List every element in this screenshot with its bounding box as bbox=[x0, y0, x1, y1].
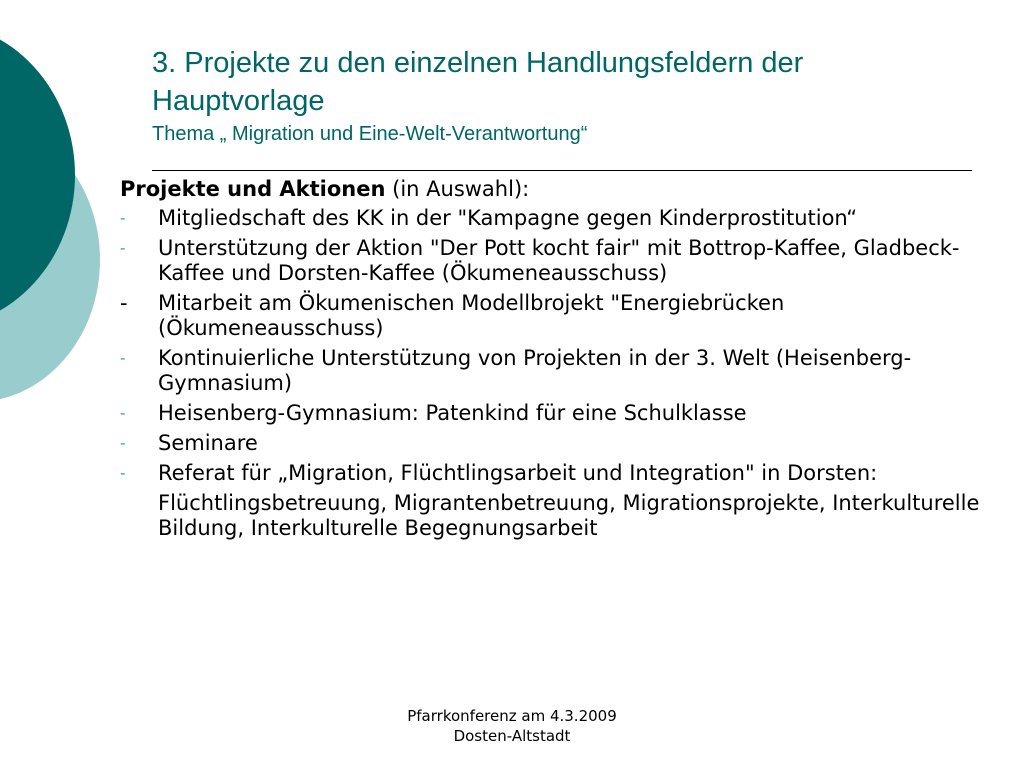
section-heading-rest: (in Auswahl): bbox=[385, 177, 530, 201]
slide-title: 3. Projekte zu den einzelnen Handlungsfeldern der Hauptvorlage bbox=[152, 47, 804, 117]
list-item bbox=[120, 206, 1000, 231]
dash-bullet-icon: - bbox=[120, 239, 126, 257]
list-item-text: Referat für „Migration, Flüchtlingsarbeit und Integration" in Dorsten: bbox=[158, 461, 878, 485]
dash-bullet-icon: - bbox=[120, 209, 126, 227]
list-item-text: Unterstützung der Aktion "Der Pott kocht fair" mit Bottrop-Kaffee, Gladbeck-Kaffee und Dorsten-Kaffee (Ökumeneausschuss) bbox=[158, 236, 960, 285]
footer-line-2: Dosten-Altstadt bbox=[453, 727, 571, 745]
list-item-text: Seminare bbox=[158, 431, 258, 455]
dash-bullet-icon: - bbox=[120, 404, 126, 422]
list-item bbox=[120, 236, 1000, 286]
list-item-text: Mitarbeit am Ökumenischen Modellbrojekt "Energiebrücken (Ökumeneausschuss) bbox=[158, 291, 785, 340]
list-item-text: Heisenberg-Gymnasium: Patenkind für eine Schulklasse bbox=[158, 401, 747, 425]
list-continuation-text: Flüchtlingsbetreuung, Migrantenbetreuung, Migrationsprojekte, Interkulturelle Bildung, Interkulturelle Begegnungsarbeit bbox=[158, 491, 980, 540]
dash-bullet-icon: - bbox=[120, 434, 126, 452]
list-item bbox=[120, 401, 1000, 426]
dash-bullet-icon: - bbox=[120, 349, 126, 367]
list-item bbox=[120, 431, 1000, 456]
slide-body bbox=[120, 175, 1000, 541]
project-list bbox=[120, 206, 1000, 486]
slide-subtitle: Thema „ Migration und Eine-Welt-Verantwortung“ bbox=[152, 123, 588, 145]
list-item bbox=[120, 346, 1000, 396]
list-item-text: Kontinuierliche Unterstützung von Projekten in der 3. Welt (Heisenberg-Gymnasium) bbox=[158, 346, 912, 395]
dash-bullet-icon: - bbox=[120, 291, 128, 315]
section-heading-bold: Projekte und Aktionen bbox=[120, 177, 386, 201]
footer-line-1: Pfarrkonferenz am 4.3.2009 bbox=[407, 707, 617, 725]
list-item-text: Mitgliedschaft des KK in der "Kampagne gegen Kinderprostitution“ bbox=[158, 206, 858, 230]
title-divider bbox=[152, 170, 972, 171]
section-heading bbox=[120, 177, 1000, 202]
slide-footer bbox=[350, 706, 674, 746]
dash-bullet-icon: - bbox=[120, 464, 126, 482]
slide-title-block bbox=[152, 44, 972, 148]
list-item bbox=[120, 461, 1000, 486]
list-item bbox=[120, 291, 1000, 341]
